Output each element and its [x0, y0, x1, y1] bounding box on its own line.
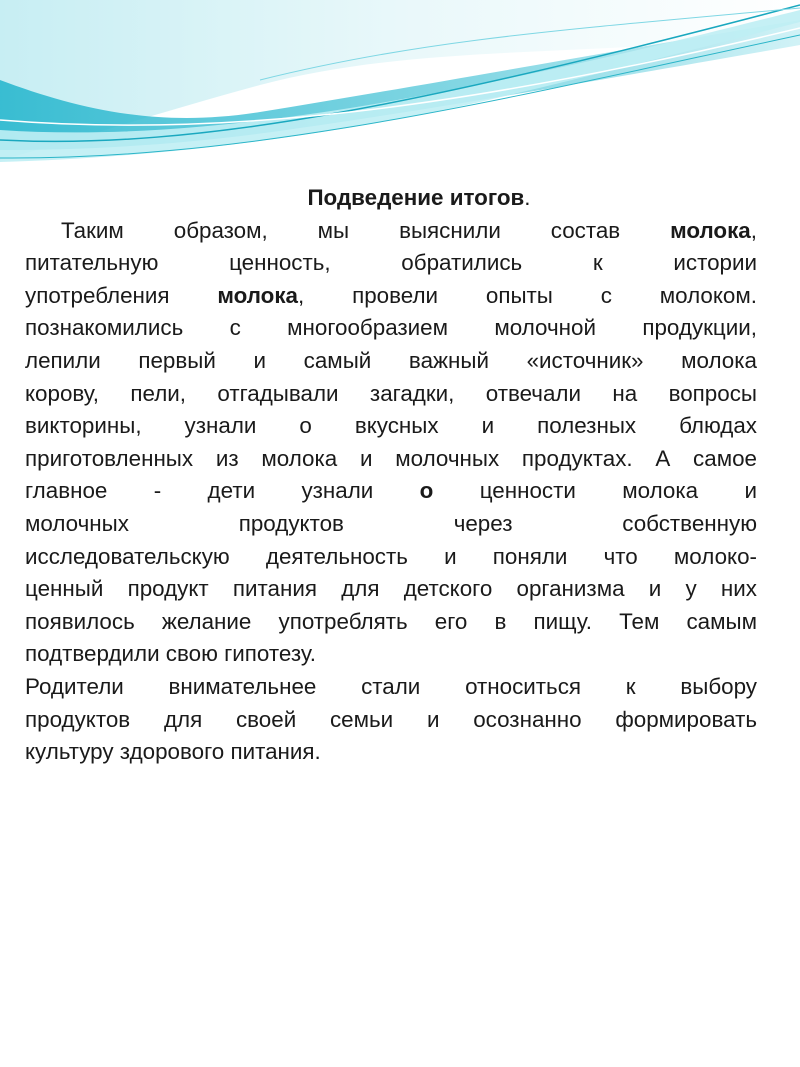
header-wave-decoration [0, 0, 800, 170]
line-text: главное - дети узнали [25, 478, 420, 504]
paragraph-line: ценный продукт питания для детского организма и у них [25, 576, 757, 602]
paragraph-line: культуру здорового питания. [25, 739, 321, 765]
paragraph-line: лепили первый и самый важный «источник» молока [25, 347, 757, 373]
paragraph-line: приготовленных из молока и молочных продуктах. А самое [25, 445, 757, 471]
line-bold-text: молока [670, 217, 751, 243]
line-text: , провели опыты с молоком. [298, 282, 757, 308]
slide-title [25, 182, 757, 215]
paragraph-line [25, 280, 757, 313]
paragraph-line: корову, пели, отгадывали загадки, отвечали на вопросы [25, 380, 757, 406]
paragraph-line: подтвердили свою гипотезу. [25, 641, 317, 667]
paragraph-line: питательную ценность, обратились к истории [25, 250, 757, 276]
paragraph-line: появилось желание употреблять его в пищу. Тем самым [25, 608, 757, 634]
paragraph-line: Родители внимательнее стали относиться к выбору [25, 673, 757, 699]
paragraph-line [25, 475, 757, 508]
line-text: , [750, 217, 757, 243]
paragraph-line [25, 215, 757, 248]
paragraph-line: молочных продуктов через собственную [25, 510, 757, 536]
paragraph-line: викторины, узнали о вкусных и полезных блюдах [25, 413, 757, 439]
paragraph-line: продуктов для своей семьи и осознанно формировать [25, 706, 757, 732]
line-text: употребления [25, 282, 218, 308]
slide-text-block [25, 182, 757, 769]
line-bold-text: о [419, 478, 434, 504]
line-text: ценности молока и [433, 478, 757, 504]
title-dot: . [524, 185, 531, 210]
paragraph-line: исследовательскую деятельность и поняли что молоко- [25, 543, 757, 569]
line-text: Таким образом, мы выяснили состав [61, 217, 671, 243]
paragraph-line: познакомились с многообразием молочной продукции, [25, 315, 757, 341]
line-bold-text: молока [217, 282, 299, 308]
title-text: Подведение итогов [307, 185, 525, 210]
